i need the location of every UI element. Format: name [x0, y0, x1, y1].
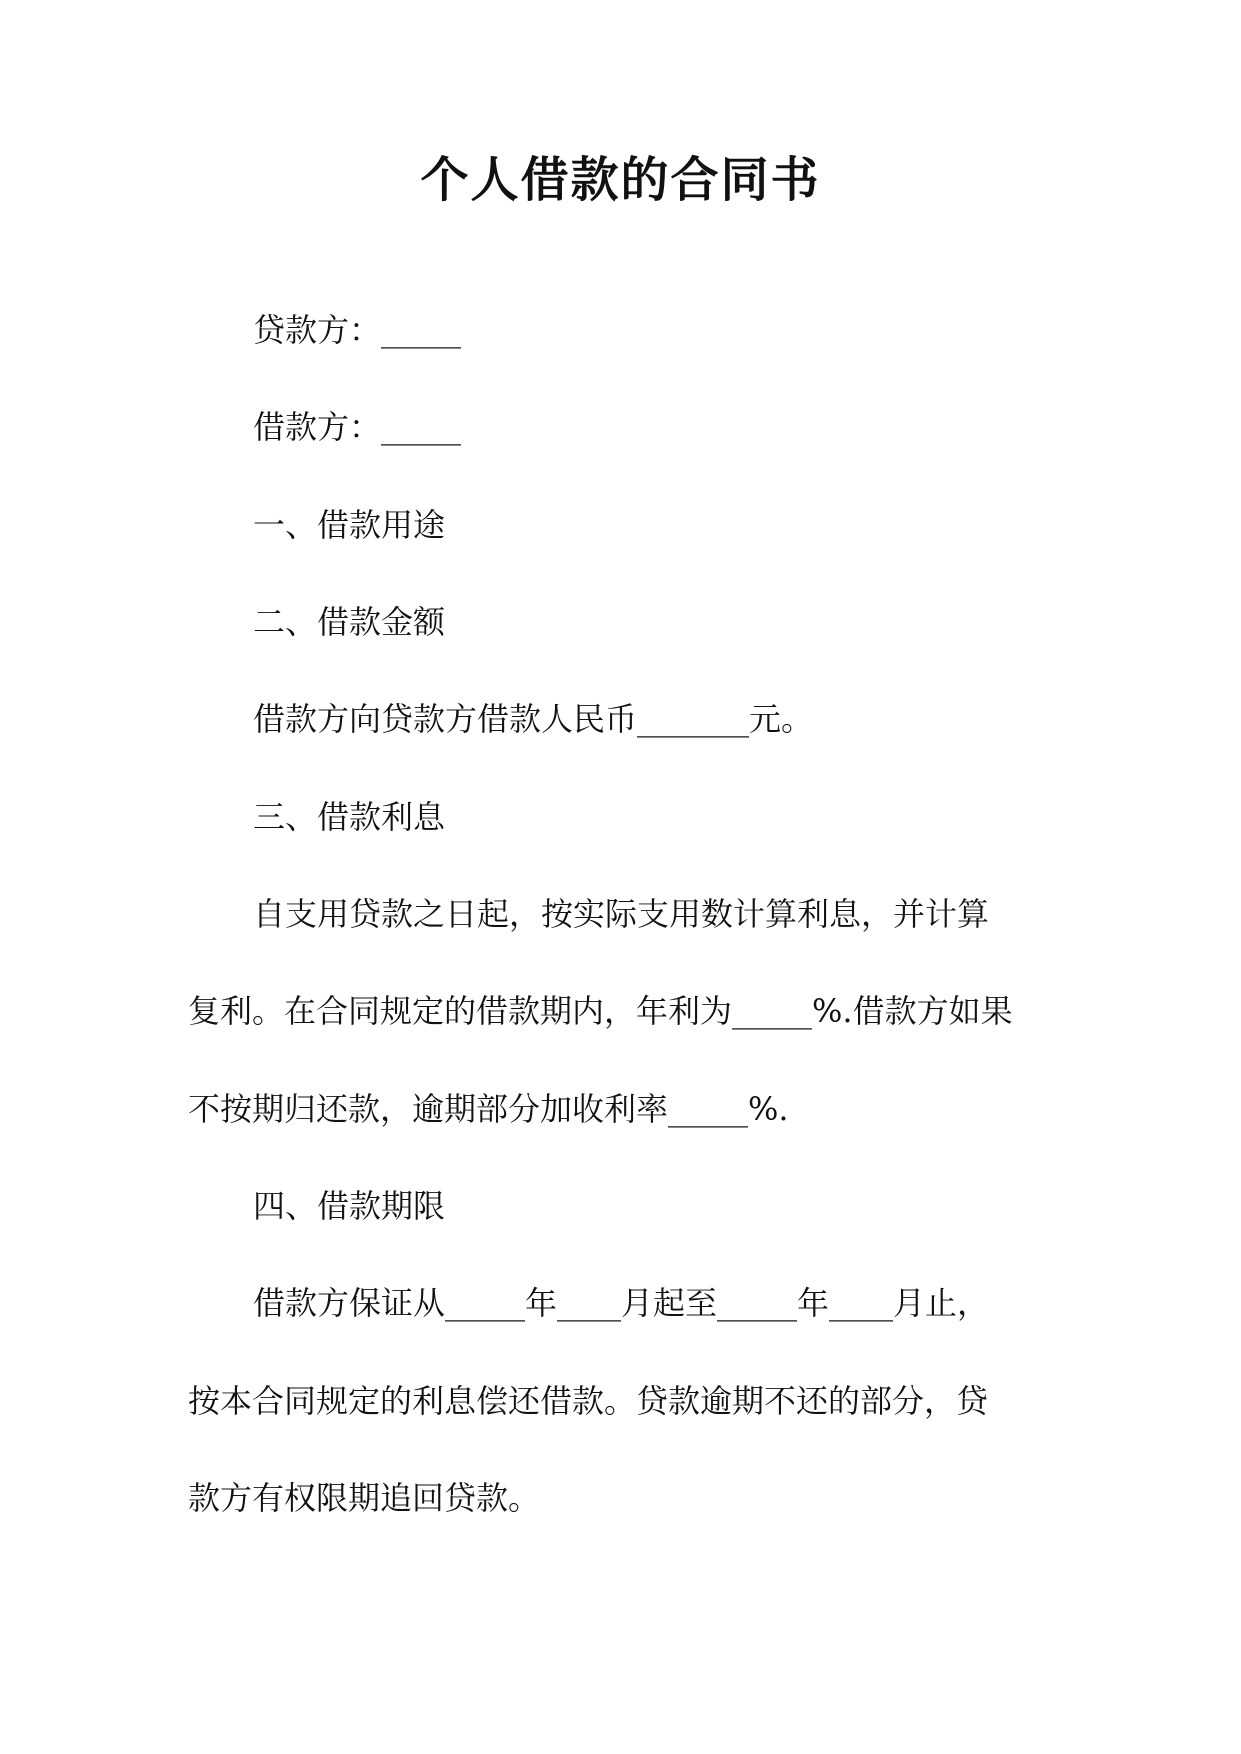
borrower-line: 借款方：_____ — [253, 408, 462, 446]
lender-line: 贷款方：_____ — [253, 311, 462, 349]
interest-paragraph-line-3: 不按期归还款，逾期部分加收利率_____%. — [188, 1090, 789, 1128]
section-1-heading: 一、借款用途 — [253, 506, 446, 544]
document-title: 个人借款的合同书 — [420, 152, 821, 208]
section-4-heading: 四、借款期限 — [253, 1187, 446, 1225]
term-paragraph-line-2: 按本合同规定的利息偿还借款。贷款逾期不还的部分，贷 — [188, 1382, 989, 1420]
term-paragraph-line-3: 款方有权限期追回贷款。 — [188, 1479, 541, 1517]
section-3-heading: 三、借款利息 — [253, 798, 446, 836]
amount-paragraph: 借款方向贷款方借款人民币_______元。 — [253, 700, 814, 738]
term-paragraph-line-1: 借款方保证从_____年____月起至_____年____月止， — [253, 1284, 990, 1322]
section-2-heading: 二、借款金额 — [253, 603, 446, 641]
interest-paragraph-line-2: 复利。在合同规定的借款期内，年利为_____%.借款方如果 — [188, 992, 1013, 1030]
interest-paragraph-line-1: 自支用贷款之日起，按实际支用数计算利息，并计算 — [253, 895, 990, 933]
